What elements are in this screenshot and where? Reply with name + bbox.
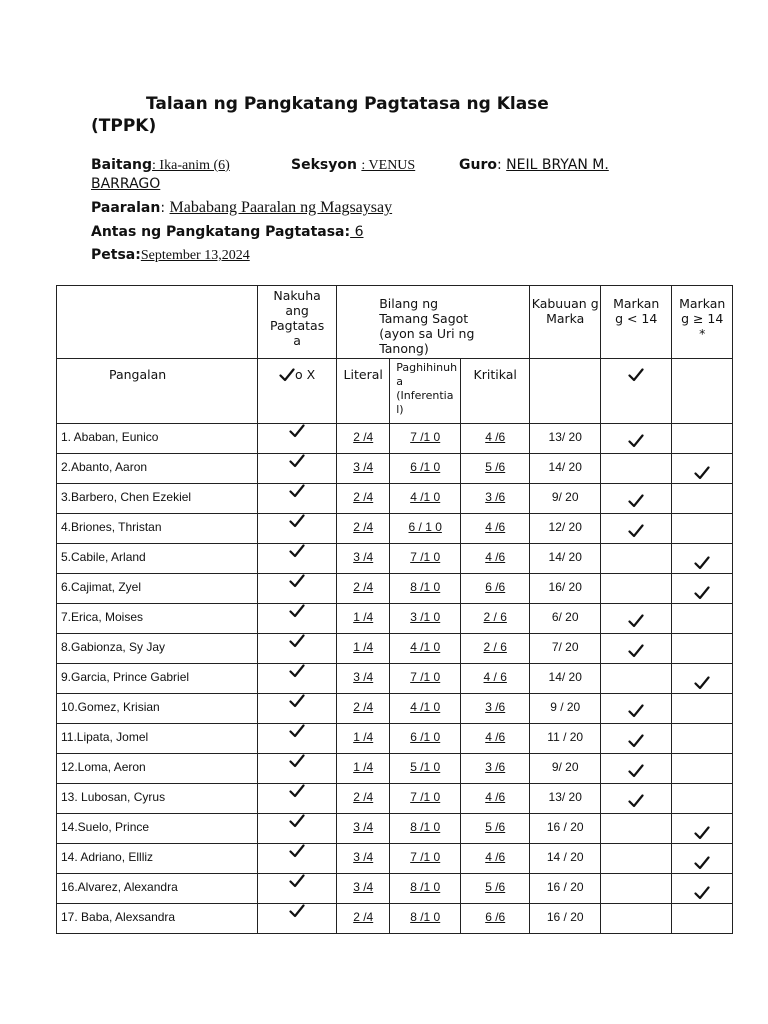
literal-score: 3 /4: [337, 664, 390, 694]
check-icon: [694, 466, 710, 480]
kritikal-score: 6 /6: [461, 904, 530, 934]
table-row: [57, 664, 733, 694]
check-icon: [289, 694, 305, 708]
kritikal-score: 2 / 6: [461, 634, 530, 664]
less-than-14-mark: [601, 424, 672, 454]
kritikal-score: 3 /6: [461, 484, 530, 514]
inferential-score: 7 /1 0: [390, 664, 461, 694]
student-rows: [57, 424, 733, 934]
student-name: 16.Alvarez, Alexandra: [57, 874, 258, 904]
inferential-score: 7 /1 0: [390, 844, 461, 874]
document-title: Talaan ng Pangkatang Pagtatasa ng Klase (TPPK): [91, 94, 549, 136]
check-icon: [628, 494, 644, 508]
header-kabuuan-blank: [530, 359, 601, 424]
table-row: [57, 844, 733, 874]
less-than-14-mark: [601, 664, 672, 694]
student-name: 17. Baba, Alexsandra: [57, 904, 258, 934]
petsa-value: September 13,2024: [140, 248, 250, 263]
header-markan-less: Markan g < 14: [601, 286, 672, 359]
table-row: [57, 784, 733, 814]
total-score: 9 / 20: [530, 694, 601, 724]
literal-score: 2 /4: [337, 514, 390, 544]
student-name: 14.Suelo, Prince: [57, 814, 258, 844]
table-row: [57, 604, 733, 634]
student-name: 3.Barbero, Chen Ezekiel: [57, 484, 258, 514]
total-score: 13/ 20: [530, 424, 601, 454]
check-icon: [694, 856, 710, 870]
table-row: [57, 634, 733, 664]
check-icon: [289, 784, 305, 798]
seksyon-label: Seksyon: [291, 157, 357, 173]
kritikal-score: 3 /6: [461, 754, 530, 784]
at-least-14-mark: [672, 724, 733, 754]
check-icon: [289, 754, 305, 768]
student-name: 1. Ababan, Eunico: [57, 424, 258, 454]
student-name: 13. Lubosan, Cyrus: [57, 784, 258, 814]
baitang-label: Baitang: [91, 157, 153, 173]
less-than-14-mark: [601, 814, 672, 844]
student-name: 12.Loma, Aeron: [57, 754, 258, 784]
table-row: [57, 874, 733, 904]
taken-check: [258, 634, 337, 664]
kritikal-score: 5 /6: [461, 874, 530, 904]
header-blank: [57, 286, 258, 359]
check-icon: [289, 574, 305, 588]
taken-check: [258, 814, 337, 844]
table-row: [57, 514, 733, 544]
inferential-score: 8 /1 0: [390, 814, 461, 844]
header-row-1: [57, 286, 733, 359]
total-score: 16 / 20: [530, 904, 601, 934]
inferential-score: 4 /1 0: [390, 694, 461, 724]
at-least-14-mark: [672, 484, 733, 514]
kritikal-score: 4 /6: [461, 514, 530, 544]
literal-score: 2 /4: [337, 784, 390, 814]
at-least-14-mark: [672, 514, 733, 544]
student-name: 2.Abanto, Aaron: [57, 454, 258, 484]
taken-check: [258, 604, 337, 634]
taken-check: [258, 904, 337, 934]
literal-score: 1 /4: [337, 754, 390, 784]
antas-value: 6: [350, 224, 364, 240]
inferential-score: 3 /1 0: [390, 604, 461, 634]
total-score: 16 / 20: [530, 814, 601, 844]
literal-score: 3 /4: [337, 454, 390, 484]
check-icon: [289, 844, 305, 858]
paaralan-value: Mababang Paaralan ng Magsaysay: [169, 199, 393, 216]
student-name: 6.Cajimat, Zyel: [57, 574, 258, 604]
less-than-14-mark: [601, 484, 672, 514]
table-row: [57, 754, 733, 784]
header-markan-geq: Markan g ≥ 14 *: [672, 286, 733, 359]
check-icon: [279, 368, 295, 382]
info-line-antas: Antas ng Pangkatang Pagtatasa: 6: [91, 224, 364, 240]
student-name: 7.Erica, Moises: [57, 604, 258, 634]
total-score: 13/ 20: [530, 784, 601, 814]
header-pangalan: Pangalan: [57, 359, 258, 424]
at-least-14-mark: [672, 904, 733, 934]
less-than-14-mark: [601, 874, 672, 904]
taken-check: [258, 694, 337, 724]
header-bilang: Bilang ng Tamang Sagot (ayon sa Uri ng Tanong): [337, 286, 530, 359]
literal-score: 1 /4: [337, 604, 390, 634]
inferential-score: 6 /1 0: [390, 454, 461, 484]
literal-score: 3 /4: [337, 544, 390, 574]
check-icon: [289, 724, 305, 738]
guro-value: NEIL BRYAN M. BARRAGO: [91, 157, 609, 192]
student-name: 4.Briones, Thristan: [57, 514, 258, 544]
literal-score: 2 /4: [337, 484, 390, 514]
header-kritikal: Kritikal: [461, 359, 530, 424]
check-icon: [289, 514, 305, 528]
check-icon: [289, 484, 305, 498]
table-row: [57, 424, 733, 454]
check-icon: [289, 634, 305, 648]
kritikal-score: 4 /6: [461, 424, 530, 454]
less-than-14-mark: [601, 754, 672, 784]
at-least-14-mark: [672, 664, 733, 694]
kritikal-score: 4 /6: [461, 784, 530, 814]
check-icon: [289, 544, 305, 558]
inferential-score: 6 / 1 0: [390, 514, 461, 544]
total-score: 14 / 20: [530, 844, 601, 874]
inferential-score: 8 /1 0: [390, 574, 461, 604]
table-row: [57, 574, 733, 604]
at-least-14-mark: [672, 634, 733, 664]
taken-check: [258, 544, 337, 574]
info-line-baitang-seksyon-guro: Baitang: Ika-anim (6) Seksyon : VENUS Guro: NEIL BRYAN M. BARRAGO: [91, 157, 609, 192]
check-icon: [694, 886, 710, 900]
student-name: 10.Gomez, Krisian: [57, 694, 258, 724]
baitang-value: : Ika-anim (6): [152, 158, 230, 173]
less-than-14-mark: [601, 544, 672, 574]
check-icon: [289, 664, 305, 678]
less-than-14-mark: [601, 904, 672, 934]
kritikal-score: 5 /6: [461, 814, 530, 844]
at-least-14-mark: [672, 604, 733, 634]
check-icon: [289, 814, 305, 828]
kritikal-score: 2 / 6: [461, 604, 530, 634]
total-score: 11 / 20: [530, 724, 601, 754]
at-least-14-mark: [672, 574, 733, 604]
kritikal-score: 4 /6: [461, 724, 530, 754]
table-row: [57, 814, 733, 844]
at-least-14-mark: [672, 694, 733, 724]
assessment-table: [56, 285, 733, 934]
literal-score: 2 /4: [337, 424, 390, 454]
kritikal-score: 4 / 6: [461, 664, 530, 694]
check-icon: [628, 368, 644, 382]
check-icon: [289, 904, 305, 918]
inferential-score: 4 /1 0: [390, 634, 461, 664]
header-check-o-x: o X: [258, 359, 337, 424]
literal-score: 3 /4: [337, 844, 390, 874]
taken-check: [258, 874, 337, 904]
header-literal: Literal: [337, 359, 390, 424]
literal-score: 1 /4: [337, 724, 390, 754]
literal-score: 3 /4: [337, 874, 390, 904]
check-icon: [289, 424, 305, 438]
inferential-score: 5 /1 0: [390, 754, 461, 784]
at-least-14-mark: [672, 754, 733, 784]
inferential-score: 6 /1 0: [390, 724, 461, 754]
total-score: 9/ 20: [530, 754, 601, 784]
kritikal-score: 3 /6: [461, 694, 530, 724]
less-than-14-mark: [601, 694, 672, 724]
header-row-2: [57, 359, 733, 424]
check-icon: [628, 794, 644, 808]
kritikal-score: 6 /6: [461, 574, 530, 604]
less-than-14-mark: [601, 454, 672, 484]
taken-check: [258, 784, 337, 814]
total-score: 14/ 20: [530, 664, 601, 694]
taken-check: [258, 484, 337, 514]
check-icon: [289, 874, 305, 888]
header-markan-less-check: [601, 359, 672, 424]
total-score: 9/ 20: [530, 484, 601, 514]
petsa-label: Petsa: [91, 247, 136, 263]
less-than-14-mark: [601, 574, 672, 604]
at-least-14-mark: [672, 814, 733, 844]
inferential-score: 8 /1 0: [390, 874, 461, 904]
student-name: 8.Gabionza, Sy Jay: [57, 634, 258, 664]
less-than-14-mark: [601, 784, 672, 814]
at-least-14-mark: [672, 874, 733, 904]
inferential-score: 7 /1 0: [390, 784, 461, 814]
at-least-14-mark: [672, 424, 733, 454]
less-than-14-mark: [601, 724, 672, 754]
taken-check: [258, 454, 337, 484]
kritikal-score: 5 /6: [461, 454, 530, 484]
literal-score: 2 /4: [337, 694, 390, 724]
table-row: [57, 724, 733, 754]
table-row: [57, 454, 733, 484]
table-row: [57, 484, 733, 514]
check-icon: [628, 434, 644, 448]
literal-score: 1 /4: [337, 634, 390, 664]
less-than-14-mark: [601, 604, 672, 634]
seksyon-value: : VENUS: [361, 158, 416, 173]
at-least-14-mark: [672, 454, 733, 484]
inferential-score: 4 /1 0: [390, 484, 461, 514]
header-markan-geq-blank: [672, 359, 733, 424]
check-icon: [289, 604, 305, 618]
total-score: 16/ 20: [530, 574, 601, 604]
info-line-paaralan: Paaralan: Mababang Paaralan ng Magsaysay: [91, 199, 393, 216]
check-icon: [628, 704, 644, 718]
less-than-14-mark: [601, 634, 672, 664]
check-icon: [628, 764, 644, 778]
header-paghihinuha: Paghihinuh a (Inferentia l): [390, 359, 461, 424]
student-name: 9.Garcia, Prince Gabriel: [57, 664, 258, 694]
total-score: 14/ 20: [530, 544, 601, 574]
inferential-score: 8 /1 0: [390, 904, 461, 934]
taken-check: [258, 724, 337, 754]
check-icon: [694, 556, 710, 570]
literal-score: 3 /4: [337, 814, 390, 844]
student-name: 14. Adriano, Ellliz: [57, 844, 258, 874]
literal-score: 2 /4: [337, 904, 390, 934]
check-icon: [628, 644, 644, 658]
total-score: 6/ 20: [530, 604, 601, 634]
taken-check: [258, 754, 337, 784]
antas-label: Antas ng Pangkatang Pagtatasa: [91, 224, 345, 240]
at-least-14-mark: [672, 844, 733, 874]
at-least-14-mark: [672, 784, 733, 814]
total-score: 12/ 20: [530, 514, 601, 544]
taken-check: [258, 514, 337, 544]
check-icon: [694, 676, 710, 690]
at-least-14-mark: [672, 544, 733, 574]
literal-score: 2 /4: [337, 574, 390, 604]
kritikal-score: 4 /6: [461, 844, 530, 874]
header-nakuha: Nakuha ang Pagtatas a: [258, 286, 337, 359]
total-score: 16 / 20: [530, 874, 601, 904]
info-line-petsa: Petsa:September 13,2024: [91, 247, 250, 263]
taken-check: [258, 424, 337, 454]
student-name: 5.Cabile, Arland: [57, 544, 258, 574]
student-name: 11.Lipata, Jomel: [57, 724, 258, 754]
taken-check: [258, 574, 337, 604]
guro-label: Guro: [459, 157, 497, 173]
check-icon: [289, 454, 305, 468]
kritikal-score: 4 /6: [461, 544, 530, 574]
check-icon: [628, 614, 644, 628]
check-icon: [628, 524, 644, 538]
table-row: [57, 904, 733, 934]
taken-check: [258, 664, 337, 694]
total-score: 7/ 20: [530, 634, 601, 664]
inferential-score: 7 /1 0: [390, 424, 461, 454]
paaralan-label: Paaralan: [91, 200, 161, 216]
taken-check: [258, 844, 337, 874]
check-icon: [628, 734, 644, 748]
less-than-14-mark: [601, 514, 672, 544]
check-icon: [694, 826, 710, 840]
header-kabuuan: Kabuuan g Marka: [530, 286, 601, 359]
table-row: [57, 694, 733, 724]
inferential-score: 7 /1 0: [390, 544, 461, 574]
less-than-14-mark: [601, 844, 672, 874]
table-row: [57, 544, 733, 574]
total-score: 14/ 20: [530, 454, 601, 484]
check-icon: [694, 586, 710, 600]
